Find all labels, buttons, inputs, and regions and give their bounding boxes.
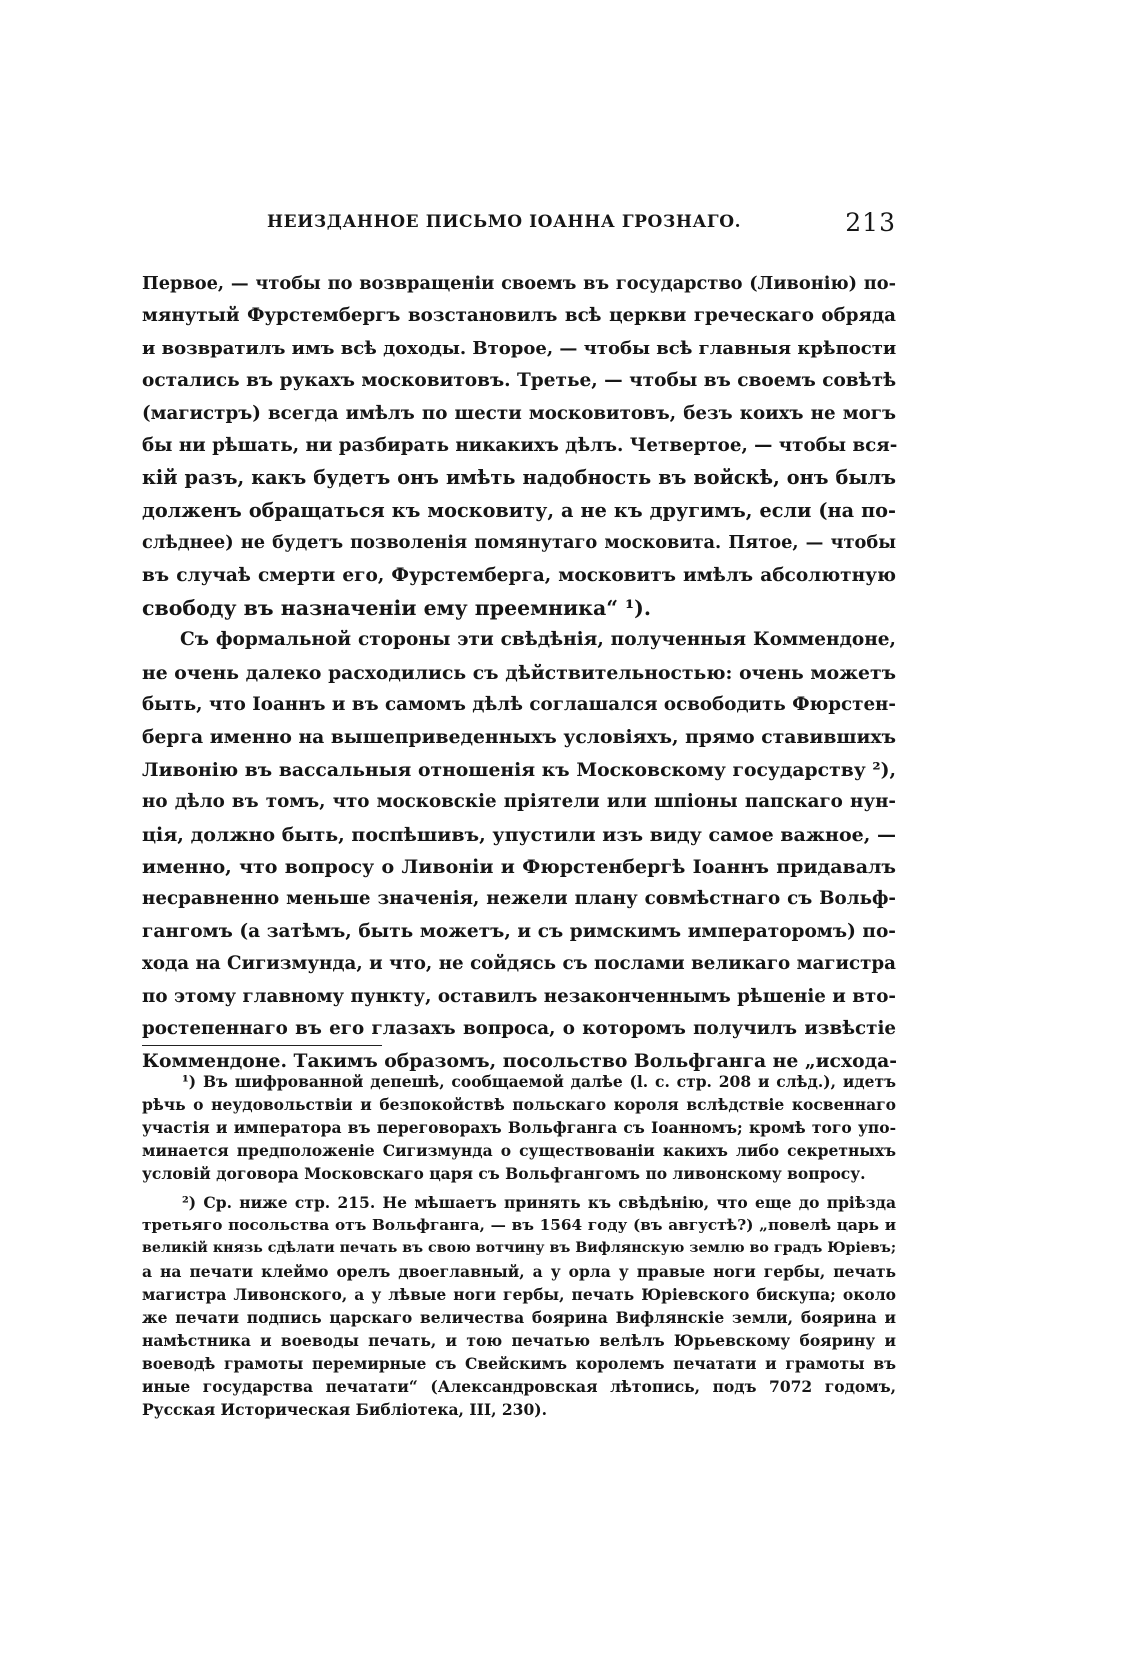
footnote-line: участія и императора въ переговорахъ Вольфганга съ Іоанномъ; кромѣ того упо- [142,1118,896,1137]
text-line: именно, что вопросу о Ливоніи и Фюрстенбергѣ Іоаннъ придавалъ [142,856,896,879]
footnote-line: ²) Ср. ниже стр. 215. Не мѣшаетъ принять къ свѣдѣнію, что еще до пріѣзда [182,1193,896,1212]
footnote-line: иные государства печатати“ (Александровская лѣтопись, подъ 7072 годомъ, [142,1377,896,1396]
footnotes [142,1070,896,1421]
footnote-line: воеводѣ грамоты перемирные съ Свейскимъ королемъ печатати и грамоты въ [142,1354,896,1373]
running-header [142,208,896,242]
text-line: ростепеннаго въ его глазахъ вопроса, о которомъ получилъ извѣстіе [142,1017,896,1039]
text-line: Коммендоне. Такимъ образомъ, посольство Вольфганга не „исхода- [142,1050,898,1073]
text-line: остались въ рукахъ московитовъ. Третье, — чтобы въ своемъ совѣтѣ [142,370,897,392]
text-line: и возвратилъ имъ всѣ доходы. Второе, — чтобы всѣ главныя крѣпости [142,337,897,359]
footnote-line: ¹) Въ шифрованной депешѣ, сообщаемой далѣе (l. с. стр. 208 и слѣд.), идетъ [182,1072,896,1091]
header-title: НЕИЗДАННОЕ ПИСЬМО ІОАННА ГРОЗНАГО. [267,212,742,232]
text-line: гангомъ (а затѣмъ, быть можетъ, и съ римскимъ императоромъ) по- [142,920,896,942]
footnote-1 [142,1070,896,1185]
text-line: свободу въ назначеніи ему преемника“ ¹). [142,595,651,620]
footnote-line: минается предположеніе Сигизмунда о существованіи какихъ либо секретныхъ [142,1141,896,1160]
text-line: Ливонію въ вассальныя отношенія къ Московскому государству ²), [142,758,896,781]
footnote-line: магистра Ливонского, а у лѣвые ноги гербы, печать Юріевского бискупа; около [142,1285,896,1304]
text-line: хода на Сигизмунда, и что, не сойдясь съ послами великаго магистра [142,953,896,975]
text-line: кій разъ, какъ будетъ онъ имѣть надобность въ войскѣ, онъ былъ [142,466,896,490]
text-line: несравненно меньше значенія, нежели плану совмѣстнаго съ Вольф- [142,888,896,910]
text-line: Съ формальной стороны эти свѣдѣнія, полученныя Коммендоне, [180,629,896,651]
footnote-line: рѣчь о неудовольствіи и безпокойствѣ польскаго короля вслѣдствіе косвеннаго [142,1095,896,1114]
footnote-line: третьяго посольства отъ Вольфганга, — въ 1564 году (въ августѣ?) „повелѣ царь и [142,1216,896,1234]
text-line: долженъ обращаться къ московиту, а не къ другимъ, если (на по- [142,498,896,522]
text-line: мянутый Фурстембергъ возстановилъ всѣ церкви греческаго обряда [142,305,896,327]
footnote-line: а на печати клеймо орелъ двоеглавный, а у орла у правые ноги гербы, печать [142,1262,896,1281]
text-line: въ случаѣ смерти его, Фурстемберга, московитъ имѣлъ абсолютную [142,564,896,586]
footnote-2 [142,1191,896,1421]
text-line: бы ни рѣшать, ни разбирать никакихъ дѣлъ. Четвертое, — чтобы вся- [142,434,898,456]
main-text [142,268,896,1078]
text-line: но дѣло въ томъ, что московскіе пріятели или шпіоны папскаго нун- [142,791,896,813]
text-line: по этому главному пункту, оставилъ незаконченнымъ рѣшеніе и вто- [142,985,896,1007]
text-line: ція, должно быть, поспѣшивъ, упустили изъ виду самое важное, — [142,823,896,846]
text-line: (магистръ) всегда имѣлъ по шести московитовъ, безъ коихъ не могъ [142,402,896,424]
text-line: берга именно на вышеприведенныхъ условіяхъ, прямо ставившихъ [142,726,896,749]
text-line: не очень далеко расходились съ дѣйствительностью: очень можетъ [142,661,896,684]
text-line: слѣднее) не будетъ позволенія помянутаго московита. Пятое, — чтобы [142,532,896,554]
footnote-line: условій договора Московскаго царя съ Вольфгангомъ по ливонскому вопросу. [142,1164,866,1183]
footnote-line: великій князь сдѣлати печать въ свою вотчину въ Вифлянскую землю во градъ Юріевъ; [142,1240,897,1256]
footnote-separator [142,1045,382,1046]
footnote-line: же печати подпись царскаго величества боярина Вифлянскіе земли, боярина и [142,1308,896,1327]
text-line: быть, что Іоаннъ и въ самомъ дѣлѣ соглашался освободить Фюрстен- [142,694,896,716]
page-number: 213 [845,208,896,237]
footnote-line: Русская Историческая Библіотека, III, 230). [142,1400,547,1419]
text-line: Первое, — чтобы по возвращеніи своемъ въ государство (Ливонію) по- [142,273,896,294]
footnote-line: намѣстника и воеводы печать, и тою печатью велѣлъ Юрьевскому боярину и [142,1331,896,1350]
